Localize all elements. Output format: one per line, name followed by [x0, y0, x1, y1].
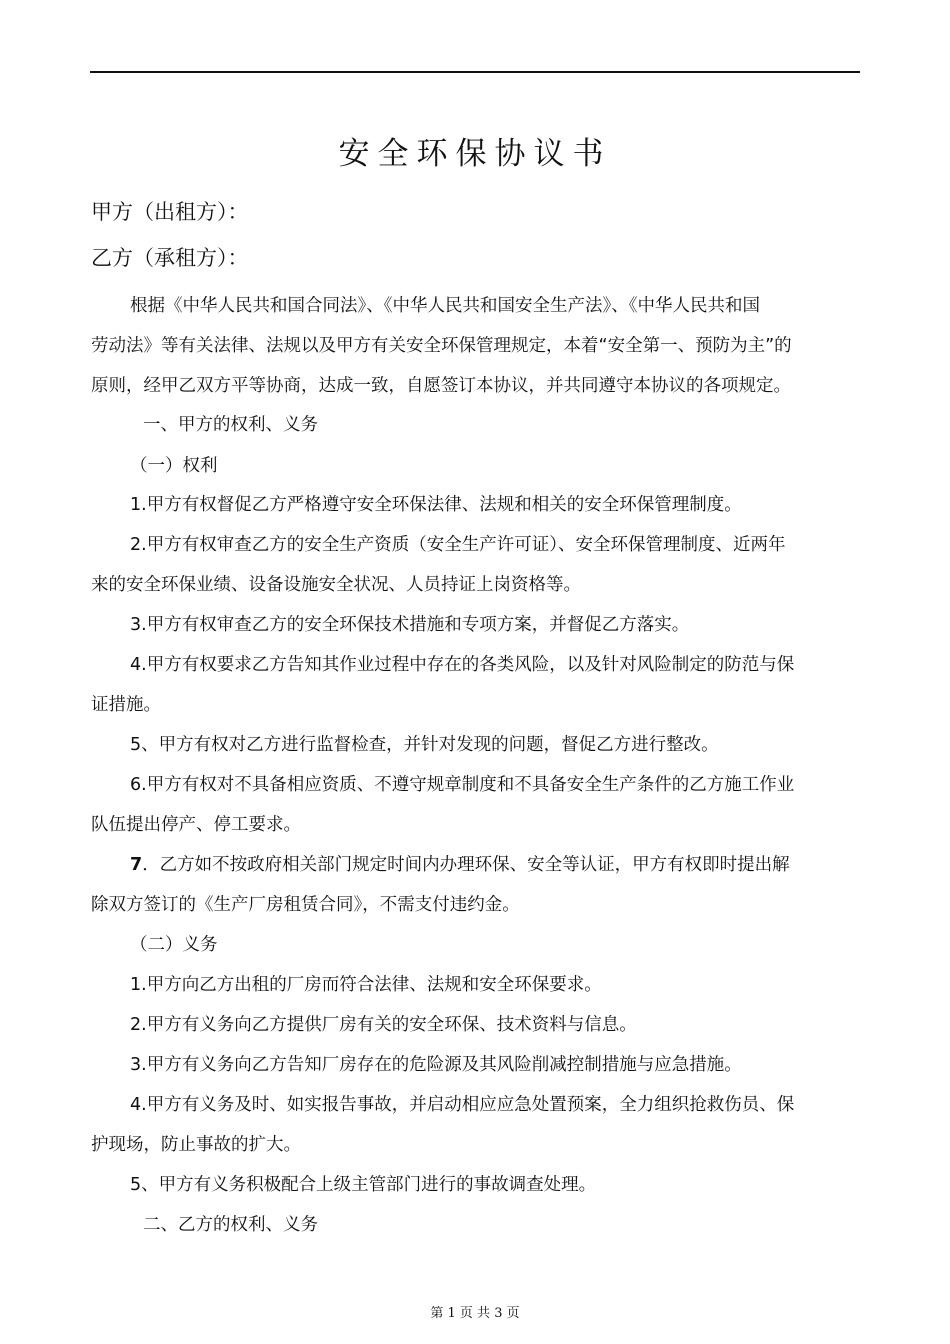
right-item-1	[91, 485, 861, 525]
right-7-number: 7	[130, 855, 143, 875]
right-line: 2.甲方有权审查乙方的安全生产资质（安全生产许可证）、安全环保管理制度、近两年	[130, 535, 786, 555]
right-item-4	[91, 645, 861, 725]
right-item-7	[91, 845, 861, 925]
duty-line: 2.甲方有义务向乙方提供厂房有关的安全环保、技术资料与信息。	[130, 1015, 637, 1035]
section-heading-1: 一、甲方的权利、义务	[143, 415, 318, 435]
right-line: 来的安全环保业绩、设备设施安全状况、人员持证上岗资格等。	[91, 575, 581, 595]
intro-line: 劳动法》等有关法律、法规以及甲方有关安全环保管理规定，本着“安全第一、预防为主”的	[91, 336, 792, 356]
party-a-label: 甲方（出租方）：	[91, 200, 249, 224]
intro-line: 根据《中华人民共和国合同法》、《中华人民共和国安全生产法》、《中华人民共和国	[130, 296, 760, 316]
right-line: 6.甲方有权对不具备相应资质、不遵守规章制度和不具备安全生产条件的乙方施工作业	[130, 775, 795, 795]
right-line	[91, 845, 861, 885]
header-rule	[90, 71, 860, 73]
right-item-3	[91, 605, 861, 645]
duty-item-5	[91, 1165, 861, 1205]
subsection-rights: （一）权利	[130, 456, 218, 476]
duty-item-2	[91, 1005, 861, 1045]
right-item-6	[91, 765, 861, 845]
duty-line: 护现场，防止事故的扩大。	[91, 1135, 301, 1155]
duty-item-1	[91, 965, 861, 1005]
right-line: 除双方签订的《生产厂房租赁合同》，不需支付违约金。	[91, 895, 520, 915]
duty-line: 5、甲方有义务积极配合上级主管部门进行的事故调查处理。	[130, 1175, 597, 1195]
right-line: 3.甲方有权审查乙方的安全环保技术措施和专项方案，并督促乙方落实。	[130, 615, 690, 635]
duty-line: 3.甲方有义务向乙方告知厂房存在的危险源及其风险削减控制措施与应急措施。	[130, 1055, 742, 1075]
duty-line: 4.甲方有义务及时、如实报告事故，并启动相应应急处置预案，全力组织抢救伤员、保	[130, 1095, 795, 1115]
right-line: 队伍提出停产、停工要求。	[91, 815, 301, 835]
intro-paragraph	[91, 286, 861, 406]
right-7-text: ．乙方如不按政府相关部门规定时间内办理环保、安全等认证，甲方有权即时提出解	[142, 855, 790, 875]
right-item-5	[91, 725, 861, 765]
right-item-2	[91, 525, 861, 605]
intro-line: 原则，经甲乙双方平等协商，达成一致，自愿签订本协议，并共同遵守本协议的各项规定。	[91, 376, 791, 396]
document-title: 安全环保协议书	[338, 136, 612, 172]
duty-line: 1.甲方向乙方出租的厂房而符合法律、法规和安全环保要求。	[130, 975, 602, 995]
page-footer: 第 1 页 共 3 页	[430, 1306, 520, 1321]
right-line: 4.甲方有权要求乙方告知其作业过程中存在的各类风险，以及针对风险制定的防范与保	[130, 655, 795, 675]
right-line: 证措施。	[91, 695, 161, 715]
right-line: 5、甲方有权对乙方进行监督检查，并针对发现的问题，督促乙方进行整改。	[130, 735, 719, 755]
duty-item-3	[91, 1045, 861, 1085]
right-line: 1.甲方有权督促乙方严格遵守安全环保法律、法规和相关的安全环保管理制度。	[130, 495, 742, 515]
duty-item-4	[91, 1085, 861, 1165]
party-b-label: 乙方（承租方）：	[91, 246, 249, 270]
subsection-duties: （二）义务	[130, 935, 218, 955]
section-heading-2: 二、乙方的权利、义务	[143, 1215, 318, 1235]
